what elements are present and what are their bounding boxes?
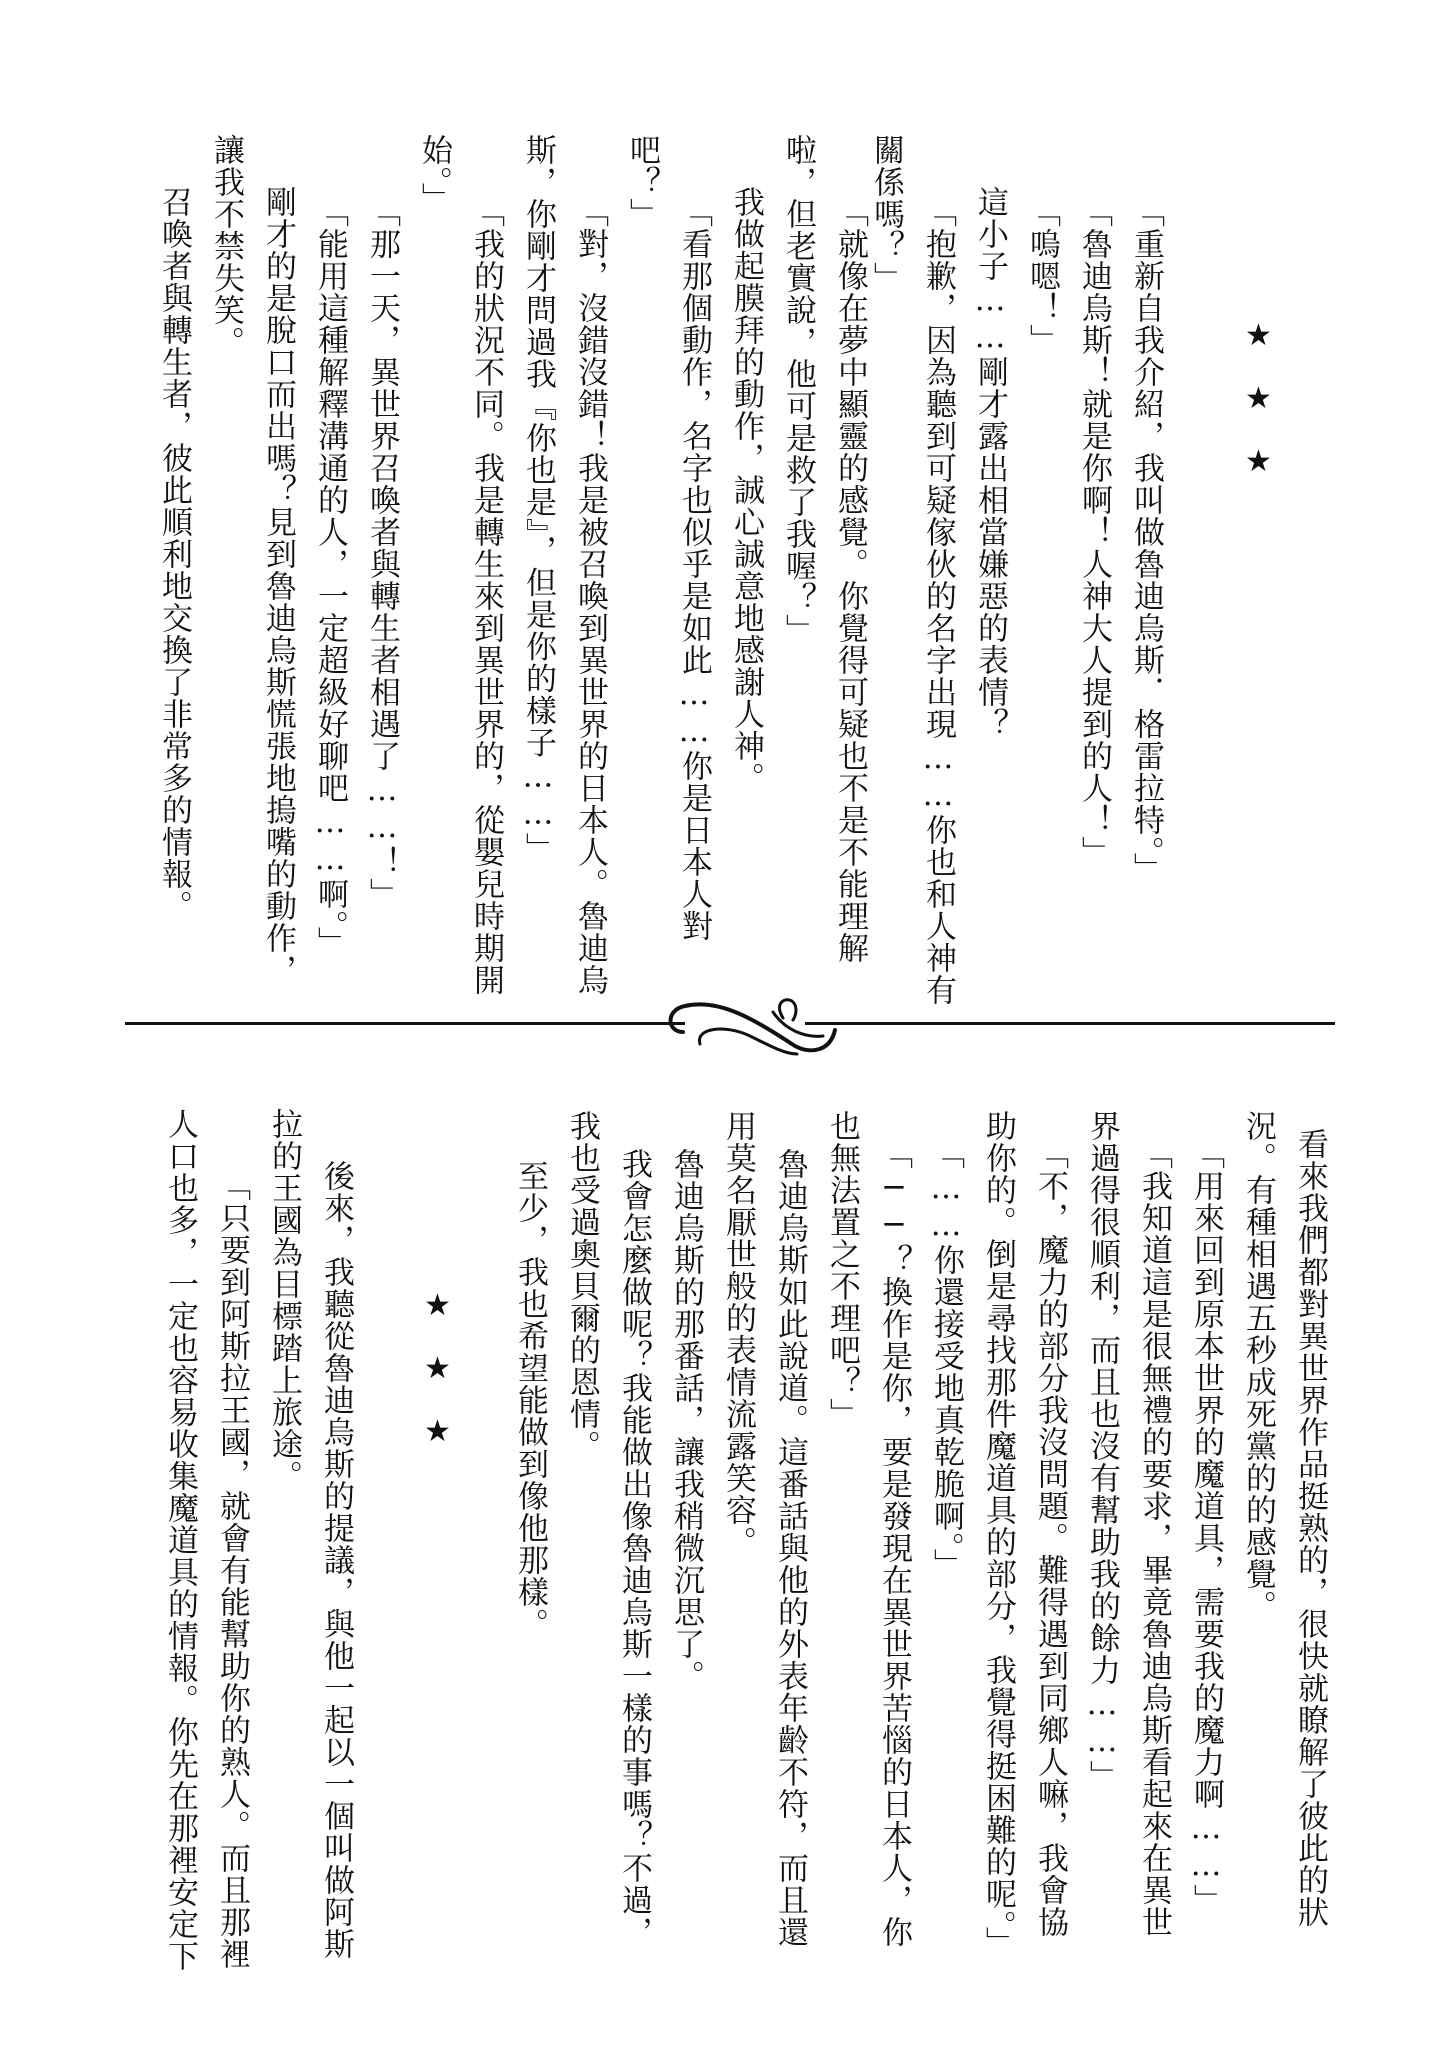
text-column: 況。有種相遇五秒成死黨的的感覺。 (1240, 1110, 1276, 1622)
divider-line-right (805, 1022, 1335, 1025)
text-column: 我會怎麼做呢？我能做出像魯迪烏斯一樣的事嗎？不過， (616, 1148, 652, 1948)
flourish-ornament-icon (645, 990, 845, 1060)
text-column: 魯迪烏斯如此說道。這番話與他的外表年齡不符，而且還 (772, 1148, 808, 1948)
text-column: 召喚者與轉生者，彼此順利地交換了非常多的情報。 (156, 186, 192, 922)
text-column: 界過得很順利，而且也沒有幫助我的餘力……」 (1084, 1110, 1120, 1792)
text-column: 「我知道這是很無禮的要求，畢竟魯迪烏斯看起來在異世 (1136, 1138, 1172, 1938)
text-column: 「對，沒錯沒錯！我是被召喚到異世界的日本人。魯迪烏 (572, 196, 608, 996)
text-column: 讓我不禁失笑。 (208, 134, 244, 358)
text-column: 我做起膜拜的動作，誠心誠意地感謝人神。 (728, 186, 764, 794)
text-column: 剛才的是脫口而出嗎？見到魯迪烏斯慌張地摀嘴的動作， (260, 186, 296, 986)
text-column: 「……你還接受地真乾脆啊。」 (928, 1138, 964, 1581)
section-separator-stars-top: ★★★ (1241, 318, 1276, 507)
text-column: 我也受過奧貝爾的恩情。 (564, 1110, 600, 1462)
text-column: 魯迪烏斯的那番話，讓我稍微沉思了。 (668, 1148, 704, 1692)
text-column: 拉的王國為目標踏上旅途。 (266, 1108, 302, 1492)
text-column: 「魯迪烏斯！就是你啊！人神大人提到的人！」 (1076, 196, 1112, 868)
text-column: 關係嗎？」 (868, 134, 904, 294)
text-column: 看來我們都對異世界作品挺熟的，很快就瞭解了彼此的狀 (1292, 1128, 1328, 1928)
text-column: 「只要到阿斯拉王國，就會有能幫助你的熟人。而且那裡 (214, 1170, 250, 1970)
text-column: 「重新自我介紹，我叫做魯迪烏斯．格雷拉特。」 (1128, 196, 1164, 885)
text-column: 「那一天，異世界召喚者與轉生者相遇了……！」 (364, 196, 400, 910)
text-column: 助你的。倒是尋找那件魔道具的部分，我覺得挺困難的呢。」 (980, 1110, 1016, 1959)
text-column: 這小子……剛才露出相當嫌惡的表情？ (972, 186, 1008, 740)
text-column: 吧？」 (624, 134, 660, 230)
text-column: 「嗚嗯！」 (1024, 196, 1060, 356)
text-column: 「我的狀況不同。我是轉生來到異世界的，從嬰兒時期開 (468, 196, 504, 996)
text-column: 至少，我也希望能做到像他那樣。 (512, 1160, 548, 1640)
text-column: 用莫名厭世般的表情流露笑容。 (720, 1110, 756, 1558)
text-column: 始。」 (416, 134, 452, 215)
section-separator-stars-bottom: ★★★ (420, 1288, 455, 1477)
text-column: 後來，我聽從魯迪烏斯的提議，與他一起以一個叫做阿斯 (318, 1160, 354, 1960)
text-column: 人口也多，一定也容易收集魔道具的情報。你先在那裡安定下 (162, 1108, 198, 1972)
text-column: 斯，你剛才問過我『你也是』，但是你的樣子……」 (520, 134, 556, 865)
text-column: 「──？換作是你，要是發現在異世界苦惱的日本人，你 (876, 1138, 912, 1948)
divider-line-left (125, 1022, 685, 1025)
text-column: 也無法置之不理吧？」 (824, 1110, 860, 1430)
text-column: 「不，魔力的部分我沒問題。難得遇到同鄉人嘛，我會協 (1032, 1138, 1068, 1938)
text-column: 「就像在夢中顯靈的感覺。你覺得可疑也不是不能理解 (832, 196, 868, 964)
text-column: 「能用這種解釋溝通的人，一定超級好聊吧……啊。」 (312, 196, 348, 959)
text-column: 「抱歉，因為聽到可疑傢伙的名字出現……你也和人神有 (920, 196, 956, 1006)
text-column: 「用來回到原本世界的魔道具，需要我的魔力啊……」 (1188, 1138, 1224, 1916)
text-column: 「看那個動作，名字也似乎是如此……你是日本人對 (676, 196, 712, 942)
text-column: 啦，但老實說，他可是救了我喔？」 (780, 134, 816, 646)
